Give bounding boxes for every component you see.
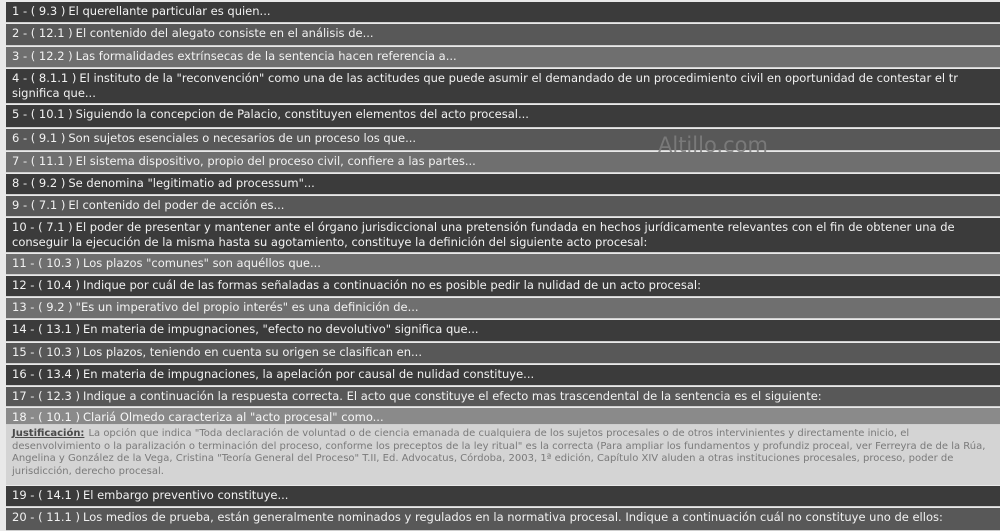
question-text: Indique a continuación la respuesta correcta. El acto que constituye el efecto mas trascendental de la sentencia es el siguiente:	[82, 389, 822, 403]
question-text: En materia de impugnaciones, "efecto no devolutivo" significa que...	[82, 322, 479, 336]
question-number: 17 - ( 12.3 )	[12, 389, 80, 403]
question-row-17[interactable]	[6, 387, 1000, 407]
question-row-7[interactable]	[6, 152, 1000, 173]
question-text: Los medios de prueba, están generalmente nominados y regulados en la normativa procesal. Indique a continuación cuál no constituye uno de ellos:	[82, 510, 943, 524]
question-number: 4 - ( 8.1.1 )	[12, 71, 77, 85]
question-number: 5 - ( 10.1 )	[12, 107, 73, 121]
question-row-11[interactable]	[6, 254, 1000, 275]
question-number: 13 - ( 9.2 )	[12, 300, 73, 314]
question-number: 6 - ( 9.1 )	[12, 131, 66, 145]
question-row-19[interactable]	[6, 486, 1000, 507]
question-text: El poder de presentar y mantener ante el órgano jurisdiccional una pretensión fundada en hechos jurídicamente relevantes con el fin de obtener una de conseguir la ejecución de la misma hasta su agotamiento, constituye la definición del siguiente acto procesal:	[12, 220, 955, 249]
question-row-18[interactable]	[6, 408, 1000, 425]
question-text: Las formalidades extrínsecas de la sentencia hacen referencia a...	[75, 49, 457, 63]
question-number: 2 - ( 12.1 )	[12, 26, 73, 40]
question-text: Los plazos "comunes" son aquéllos que...	[82, 256, 321, 270]
question-text: El contenido del poder de acción es...	[68, 198, 285, 212]
justification-panel	[6, 425, 1000, 485]
question-number: 16 - ( 13.4 )	[12, 367, 80, 381]
question-row-13[interactable]	[6, 298, 1000, 319]
question-text: Son sujetos esenciales o necesarios de un proceso los que...	[68, 131, 417, 145]
question-row-6[interactable]	[6, 129, 1000, 151]
question-row-15[interactable]	[6, 343, 1000, 364]
question-row-1[interactable]	[6, 2, 1000, 23]
question-row-3[interactable]	[6, 47, 1000, 68]
question-number: 11 - ( 10.3 )	[12, 256, 80, 270]
question-text: El contenido del alegato consiste en el análisis de...	[75, 26, 374, 40]
question-number: 20 - ( 11.1 )	[12, 510, 80, 524]
question-text: Los plazos, teniendo en cuenta su origen se clasifican en...	[82, 345, 422, 359]
question-number: 19 - ( 14.1 )	[12, 488, 80, 502]
question-number: 9 - ( 7.1 )	[12, 198, 66, 212]
question-number: 15 - ( 10.3 )	[12, 345, 80, 359]
question-text: El embargo preventivo constituye...	[82, 488, 289, 502]
question-row-4[interactable]	[6, 69, 1000, 104]
question-row-9[interactable]	[6, 196, 1000, 217]
question-text: Se denomina "legitimatio ad processum"...	[68, 176, 315, 190]
question-number: 1 - ( 9.3 )	[12, 4, 66, 18]
question-row-8[interactable]	[6, 174, 1000, 195]
question-text: El querellante particular es quien...	[68, 4, 271, 18]
question-row-12[interactable]	[6, 276, 1000, 297]
question-number: 7 - ( 11.1 )	[12, 154, 73, 168]
question-text: Siguiendo la concepcion de Palacio, constituyen elementos del acto procesal...	[75, 107, 529, 121]
question-text: Clariá Olmedo caracteriza al "acto procesal" como...	[82, 410, 384, 424]
question-number: 14 - ( 13.1 )	[12, 322, 80, 336]
question-row-20[interactable]	[6, 508, 1000, 531]
justification-label: Justificación:	[12, 428, 85, 439]
justification-text: La opción que indica "Toda declaración de voluntad o de ciencia emanada de cualquiera de los sujetos procesales o de otros intervinientes y directamente inicio, el desenvolvimiento o la paralización o terminación del proceso, conforme los preceptos de la ley ritual" es la correcta (Para ampliar los fundamentos y profundiz proceal, ver Ferreyra de de la Rúa, Angelina y González de la Vega, Cristina "Teoría General del Proceso" T.II, Ed. Advocatus, Córdoba, 2003, 1ª edición, Capítulo XIV aluden a otras instituciones procesales, proceso, poder de jurisdicción, derecho procesal.	[12, 428, 986, 477]
question-row-2[interactable]	[6, 24, 1000, 46]
question-number: 12 - ( 10.4 )	[12, 278, 80, 292]
question-row-16[interactable]	[6, 365, 1000, 386]
question-text: El instituto de la "reconvención" como una de las actitudes que puede asumir el demandado de un procedimiento civil en oportunidad de contestar el tr significa que...	[12, 71, 958, 100]
watermark: Altillo.com	[658, 133, 768, 157]
question-row-10[interactable]	[6, 218, 1000, 253]
question-text: "Es un imperativo del propio interés" es una definición de...	[75, 300, 419, 314]
question-number: 8 - ( 9.2 )	[12, 176, 66, 190]
question-text: Indique por cuál de las formas señaladas a continuación no es posible pedir la nulidad de un acto procesal:	[82, 278, 701, 292]
question-row-5[interactable]	[6, 105, 1000, 128]
question-row-14[interactable]	[6, 320, 1000, 342]
question-text: El sistema dispositivo, propio del proceso civil, confiere a las partes...	[75, 154, 476, 168]
question-number: 3 - ( 12.2 )	[12, 49, 73, 63]
question-number: 10 - ( 7.1 )	[12, 220, 73, 234]
question-text: En materia de impugnaciones, la apelación por causal de nulidad constituye...	[82, 367, 535, 381]
question-number: 18 - ( 10.1 )	[12, 410, 80, 424]
